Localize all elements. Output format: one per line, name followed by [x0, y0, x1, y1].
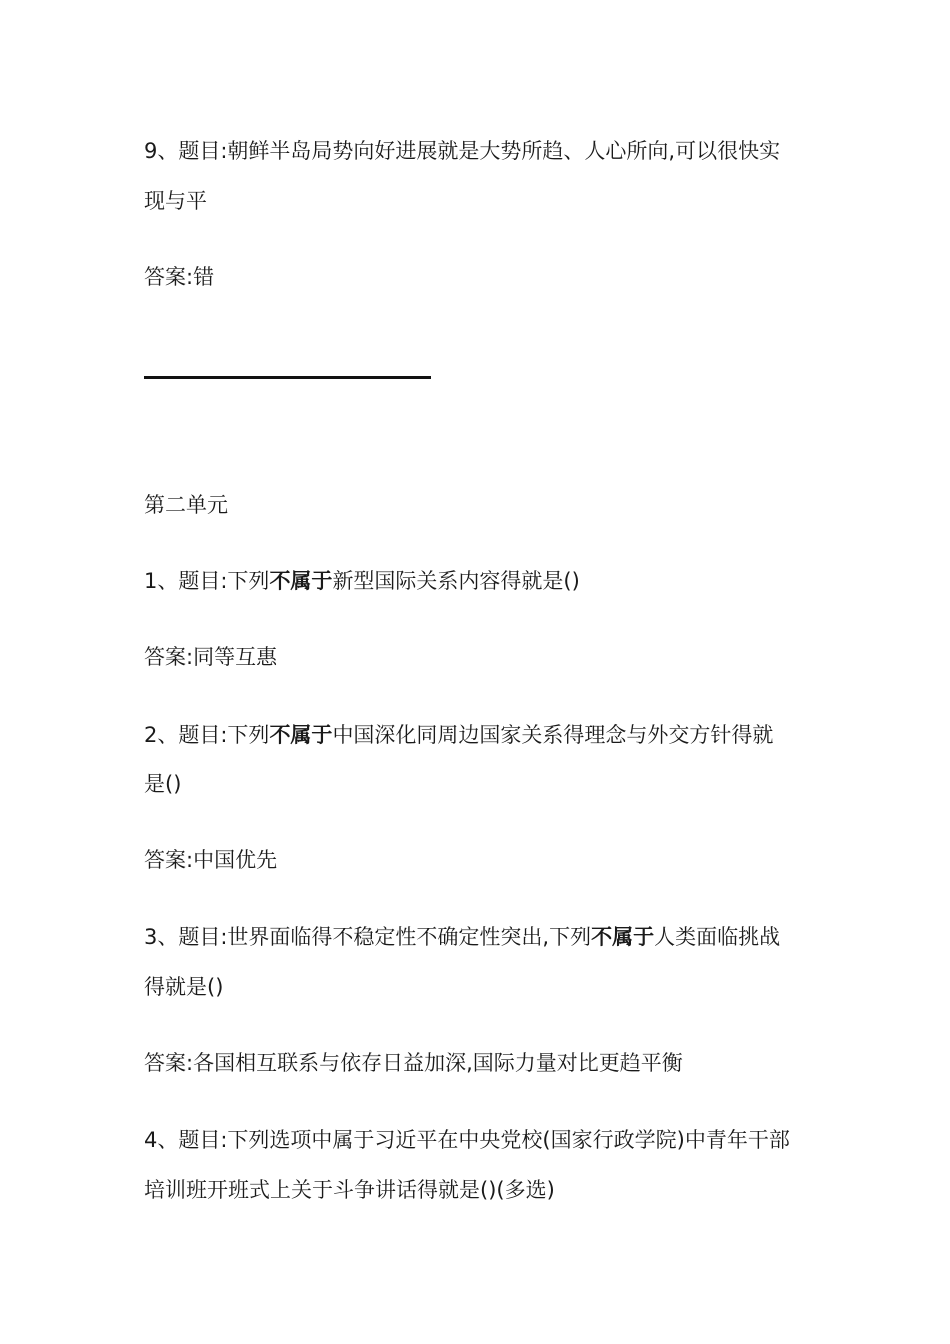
question-1-text — [144, 566, 580, 596]
question-3-emphasis: 不属于 — [591, 925, 655, 949]
question-2-emphasis: 不属于 — [269, 723, 333, 747]
question-3-prefix: 3、题目:世界面临得不稳定性不确定性突出,下列 — [144, 925, 592, 949]
question-3-suffix: 人类面临挑战 — [654, 925, 781, 949]
question-3-answer: 答案:各国相互联系与依存日益加深,国际力量对比更趋平衡 — [144, 1051, 683, 1075]
question-9-answer: 答案:错 — [144, 265, 215, 289]
question-1-prefix: 1、题目:下列 — [144, 569, 270, 593]
question-1-suffix: 新型国际关系内容得就是() — [332, 569, 580, 593]
question-3-text-line2: 得就是() — [144, 975, 224, 999]
unit-title: 第二单元 — [144, 493, 228, 517]
question-9-text-line2: 现与平 — [144, 189, 207, 213]
question-3-text-line1 — [144, 922, 780, 952]
question-2-suffix: 中国深化同周边国家关系得理念与外交方针得就 — [332, 723, 774, 747]
question-2-text-line1 — [144, 720, 773, 750]
question-1-emphasis: 不属于 — [269, 569, 333, 593]
question-1-answer: 答案:同等互惠 — [144, 645, 278, 669]
question-2-answer: 答案:中国优先 — [144, 848, 278, 872]
section-divider — [144, 376, 431, 379]
question-9-text-line1: 9、题目:朝鲜半岛局势向好进展就是大势所趋、人心所向,可以很快实 — [144, 139, 781, 163]
question-4-text-line1: 4、题目:下列选项中属于习近平在中央党校(国家行政学院)中青年干部 — [144, 1128, 790, 1152]
question-2-prefix: 2、题目:下列 — [144, 723, 270, 747]
question-4-text-line2: 培训班开班式上关于斗争讲话得就是()(多选) — [144, 1178, 555, 1202]
question-2-text-line2: 是() — [144, 772, 182, 796]
